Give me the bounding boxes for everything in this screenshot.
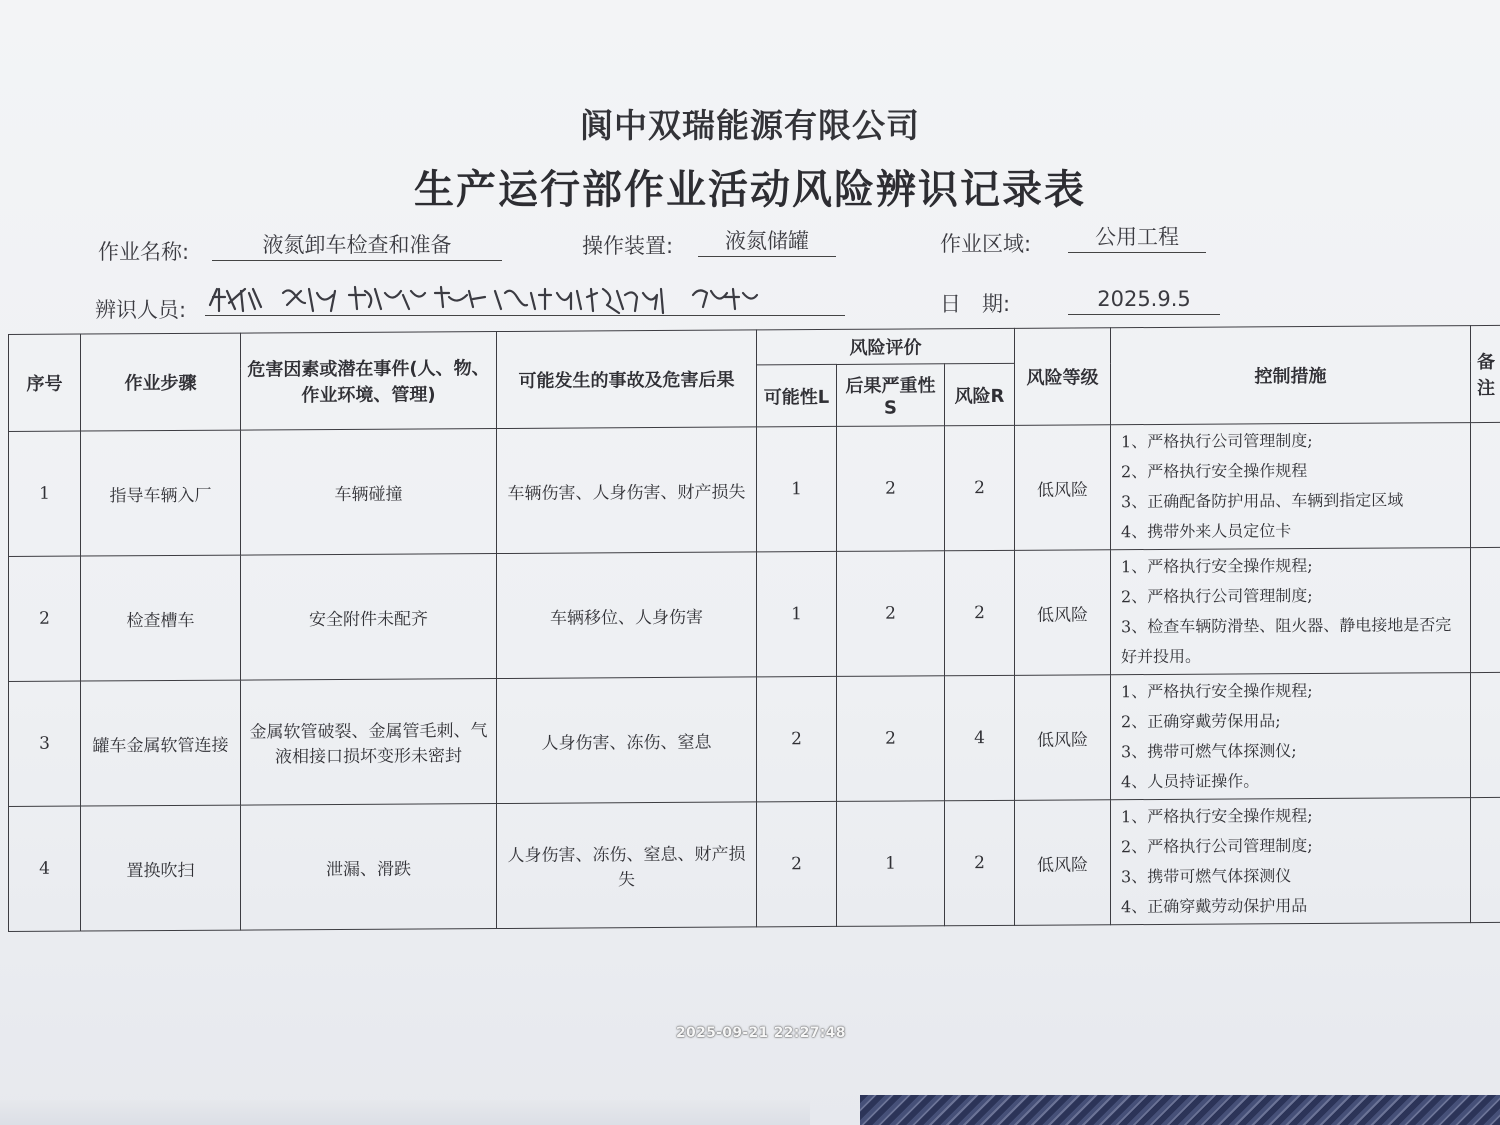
header-likelihood: 可能性L bbox=[757, 364, 837, 426]
cell-remarks bbox=[1471, 672, 1500, 797]
cell-hazard: 泄漏、滑跌 bbox=[241, 804, 497, 931]
control-item: 4、人员持证操作。 bbox=[1121, 771, 1260, 792]
risk-table-wrapper bbox=[8, 325, 1500, 938]
cell-step: 指导车辆入厂 bbox=[81, 430, 241, 556]
cell-step: 检查槽车 bbox=[81, 555, 241, 681]
header-hazard: 危害因素或潜在事件(人、物、作业环境、管理) bbox=[241, 332, 497, 431]
header-severity: 后果严重性S bbox=[837, 364, 945, 427]
cell-seq: 2 bbox=[9, 556, 81, 681]
control-item: 1、严格执行安全操作规程; bbox=[1121, 556, 1313, 577]
control-item: 2、严格执行安全操作规程 bbox=[1121, 461, 1308, 482]
table-cloth-background bbox=[860, 1095, 1500, 1125]
risk-table bbox=[8, 325, 1500, 932]
cell-likelihood: 1 bbox=[757, 551, 837, 676]
paper-edge bbox=[0, 1100, 810, 1125]
handwritten-signatures bbox=[205, 283, 845, 316]
control-item: 1、严格执行安全操作规程; bbox=[1121, 681, 1313, 702]
cell-remarks bbox=[1471, 422, 1500, 547]
cell-likelihood: 2 bbox=[757, 801, 837, 926]
control-item: 4、携带外来人员定位卡 bbox=[1121, 521, 1292, 542]
header-seq: 序号 bbox=[9, 334, 81, 431]
header-risk-level: 风险等级 bbox=[1015, 328, 1111, 426]
cell-controls bbox=[1111, 798, 1471, 925]
cell-risk-level: 低风险 bbox=[1015, 550, 1111, 676]
header-remarks: 备注 bbox=[1471, 325, 1500, 422]
header-step: 作业步骤 bbox=[81, 333, 241, 431]
table-row bbox=[9, 547, 1500, 681]
cell-risk-r: 2 bbox=[945, 800, 1015, 925]
table-row bbox=[9, 797, 1500, 931]
cell-seq: 3 bbox=[9, 681, 81, 806]
cell-controls bbox=[1111, 673, 1471, 800]
form-title: 生产运行部作业活动风险辨识记录表 bbox=[414, 167, 1086, 213]
company-name: 阆中双瑞能源有限公司 bbox=[580, 106, 920, 145]
cell-risk-r: 2 bbox=[945, 425, 1015, 550]
control-item: 3、检查车辆防滑垫、阻火器、静电接地是否完好并投用。 bbox=[1121, 615, 1452, 667]
cell-severity: 2 bbox=[837, 426, 945, 552]
cell-step: 罐车金属软管连接 bbox=[81, 680, 241, 806]
table-row bbox=[9, 422, 1500, 556]
cell-risk-r: 2 bbox=[945, 550, 1015, 675]
cell-severity: 1 bbox=[837, 801, 945, 927]
date-label: 日 期: bbox=[940, 292, 1011, 316]
cell-step: 置换吹扫 bbox=[81, 805, 241, 931]
header-controls: 控制措施 bbox=[1111, 326, 1471, 425]
job-name-value: 液氮卸车检查和准备 bbox=[212, 230, 502, 261]
cell-consequence: 人身伤害、冻伤、窒息、财产损失 bbox=[497, 802, 757, 929]
control-item: 2、严格执行公司管理制度; bbox=[1121, 836, 1313, 857]
control-item: 1、严格执行安全操作规程; bbox=[1121, 806, 1313, 827]
cell-remarks bbox=[1471, 547, 1500, 672]
cell-controls bbox=[1111, 548, 1471, 675]
cell-likelihood: 2 bbox=[757, 676, 837, 801]
control-item: 1、严格执行公司管理制度; bbox=[1121, 431, 1313, 452]
device-label: 操作装置: bbox=[582, 234, 674, 258]
control-item: 3、携带可燃气体探测仪 bbox=[1121, 866, 1292, 887]
cell-hazard: 安全附件未配齐 bbox=[241, 554, 497, 681]
cell-severity: 2 bbox=[837, 551, 945, 677]
control-item: 4、正确穿戴劳动保护用品 bbox=[1121, 896, 1308, 917]
control-item: 2、严格执行公司管理制度; bbox=[1121, 586, 1313, 607]
date-value: 2025.9.5 bbox=[1068, 284, 1220, 315]
cell-risk-level: 低风险 bbox=[1015, 800, 1111, 926]
cell-consequence: 车辆伤害、人身伤害、财产损失 bbox=[497, 427, 757, 554]
cell-seq: 4 bbox=[9, 806, 81, 931]
cell-hazard: 车辆碰撞 bbox=[241, 429, 497, 556]
job-name-label: 作业名称: bbox=[98, 240, 190, 264]
cell-risk-r: 4 bbox=[945, 675, 1015, 800]
cell-severity: 2 bbox=[837, 676, 945, 802]
control-item: 3、正确配备防护用品、车辆到指定区域 bbox=[1121, 490, 1404, 512]
area-label: 作业区域: bbox=[940, 232, 1032, 256]
cell-hazard: 金属软管破裂、金属管毛刺、气液相接口损坏变形未密封 bbox=[241, 679, 497, 806]
identifier-label: 辨识人员: bbox=[95, 298, 187, 322]
table-row bbox=[9, 672, 1500, 806]
control-item: 2、正确穿戴劳保用品; bbox=[1121, 711, 1281, 732]
cell-consequence: 人身伤害、冻伤、窒息 bbox=[497, 677, 757, 804]
cell-likelihood: 1 bbox=[757, 426, 837, 551]
control-item: 3、携带可燃气体探测仪; bbox=[1121, 741, 1297, 762]
cell-risk-level: 低风险 bbox=[1015, 675, 1111, 801]
header-consequence: 可能发生的事故及危害后果 bbox=[497, 330, 757, 429]
cell-seq: 1 bbox=[9, 431, 81, 556]
device-value: 液氮储罐 bbox=[698, 226, 836, 257]
cell-risk-level: 低风险 bbox=[1015, 425, 1111, 551]
photo-timestamp: 2025-09-21 22:27:48 bbox=[676, 1025, 846, 1041]
cell-controls bbox=[1111, 423, 1471, 550]
area-value: 公用工程 bbox=[1068, 222, 1206, 253]
cell-consequence: 车辆移位、人身伤害 bbox=[497, 552, 757, 679]
header-risk-eval: 风险评价 bbox=[757, 328, 1015, 365]
header-risk-r: 风险R bbox=[945, 363, 1015, 425]
cell-remarks bbox=[1471, 797, 1500, 922]
